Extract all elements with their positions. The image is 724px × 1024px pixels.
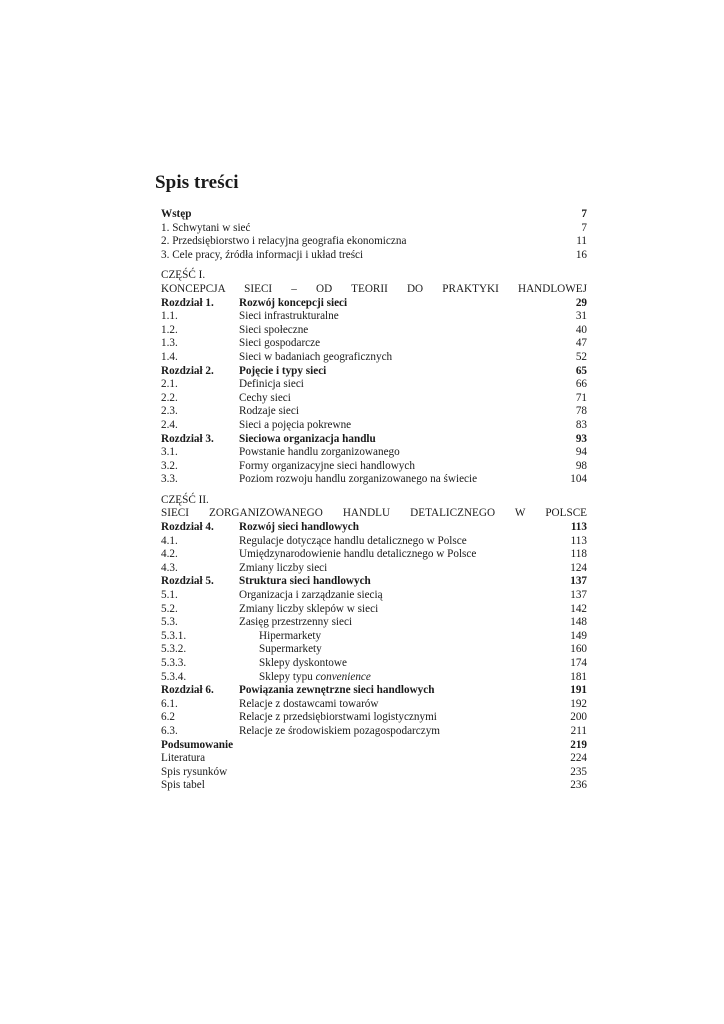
toc-entry-page: 71 [575, 391, 587, 404]
toc-chapter [161, 575, 587, 589]
toc-entry-number: 5.3. [161, 616, 178, 629]
toc-entry-title: Sieci społeczne [239, 323, 309, 336]
toc-entry-title: Sieci gospodarcze [239, 337, 321, 350]
toc-entry-number: 6.2 [161, 711, 175, 724]
toc-chapter [161, 684, 587, 698]
toc-entry-title: Podsumowanie [161, 738, 234, 751]
toc-section [161, 589, 587, 603]
toc-entry-page: 148 [570, 616, 587, 629]
toc-entry-title: Spis tabel [161, 779, 205, 792]
part-label: CZĘŚĆ II. [161, 493, 209, 506]
toc-entry-page: 11 [576, 235, 587, 248]
toc-entry-title: Formy organizacyjne sieci handlowych [239, 459, 415, 472]
toc-section [161, 548, 587, 562]
toc-entry-title: Literatura [161, 752, 206, 765]
toc-entry-page: 137 [570, 589, 587, 602]
part-heading: SIECI ZORGANIZOWANEGO HANDLU DETALICZNEGO W POLSCE [161, 507, 587, 520]
toc-chapter [161, 365, 587, 379]
toc-entry-number: 2.4. [161, 418, 178, 431]
toc-entry-number: 1.1. [161, 310, 178, 323]
toc-entry-title: Rozwój koncepcji sieci [239, 296, 348, 309]
toc-entry-number: 5.3.1. [161, 629, 187, 642]
toc-entry-page: 211 [570, 724, 587, 737]
toc-entry-title: Relacje z dostawcami towarów [239, 697, 379, 710]
toc-entry-title: Definicja sieci [239, 378, 304, 391]
toc-entry-page: 118 [570, 548, 587, 561]
toc-entry-page: 65 [575, 364, 587, 377]
toc-entry-page: 66 [575, 378, 587, 391]
toc-entry-number: 3.1. [161, 446, 178, 459]
toc-entry-page: 200 [570, 711, 587, 724]
toc-entry-page: 191 [570, 684, 587, 697]
toc-entry-title: Rodzaje sieci [239, 405, 299, 418]
toc-entry-page: 7 [581, 221, 587, 234]
toc-section [161, 643, 587, 657]
toc-entry-number: 4.2. [161, 548, 178, 561]
toc-entry [161, 249, 587, 263]
toc-entry-page: 104 [570, 473, 587, 486]
toc-entry-title: Organizacja i zarządzanie siecią [239, 589, 383, 602]
toc-entry-page: 192 [570, 697, 587, 710]
toc-entry-title: Relacje ze środowiskiem pozagospodarczym [239, 724, 440, 737]
toc-section [161, 535, 587, 549]
toc-chapter [161, 297, 587, 311]
toc-section [161, 603, 587, 617]
toc-entry-title: Zmiany liczby sieci [239, 561, 328, 574]
toc-entry-title: Regulacje dotyczące handlu detalicznego w Polsce [239, 534, 467, 547]
toc-entry-number: Rozdział 4. [161, 521, 214, 534]
toc-entry-number: 3.3. [161, 473, 178, 486]
page-title: Spis treści [155, 172, 239, 193]
toc-part-2 [161, 494, 587, 739]
toc-entry-title: Rozwój sieci handlowych [239, 521, 359, 534]
toc-entry-number: Rozdział 5. [161, 575, 214, 588]
toc-entry-page: 31 [575, 310, 587, 323]
toc-entry-number: 6.1. [161, 697, 178, 710]
toc-entry [161, 222, 587, 236]
toc-entry-title: Spis rysunków [161, 765, 228, 778]
toc-entry [161, 208, 587, 222]
toc-entry-number: Rozdział 3. [161, 432, 214, 445]
toc-entry-number: 3.2. [161, 459, 178, 472]
toc-entry-number: 2.2. [161, 391, 178, 404]
toc-entry-page: 83 [575, 418, 587, 431]
toc-entry-title: 1. Schwytani w sieć [161, 221, 251, 234]
toc-entry-page: 174 [570, 657, 587, 669]
toc-entry-number: Rozdział 1. [161, 296, 214, 309]
toc-section [161, 446, 587, 460]
toc-entry-number: 4.3. [161, 561, 178, 574]
toc-entry-number: 6.3. [161, 724, 178, 737]
toc-entry-title: Umiędzynarodowienie handlu detalicznego w Polsce [239, 548, 477, 561]
toc-section [161, 562, 587, 576]
toc-entry [161, 779, 587, 793]
toc-entry [161, 235, 587, 249]
toc-entry-title: Powstanie handlu zorganizowanego [239, 446, 400, 459]
toc-entry-number: 5.2. [161, 602, 178, 615]
toc-entry-page: 181 [570, 670, 587, 683]
toc-entry-page: 94 [575, 446, 587, 459]
toc-entry-page: 93 [575, 432, 587, 445]
toc-entry-page: 47 [575, 337, 587, 350]
toc-section [161, 711, 587, 725]
table-of-contents [161, 208, 587, 793]
toc-entry [161, 752, 587, 766]
toc-end [161, 739, 587, 793]
toc-entry-page: 142 [570, 602, 587, 615]
toc-entry-page: 98 [575, 459, 587, 472]
toc-section [161, 473, 587, 487]
toc-entry-number: 1.3. [161, 337, 178, 350]
toc-entry-title-italic: convenience [315, 670, 371, 683]
toc-chapter [161, 521, 587, 535]
toc-section [161, 698, 587, 712]
toc-entry [161, 766, 587, 780]
toc-entry-number: 5.3.2. [161, 643, 187, 656]
toc-entry-number: 4.1. [161, 534, 178, 547]
toc-entry-title: Wstęp [161, 208, 192, 220]
toc-section [161, 405, 587, 419]
toc-entry-title: Supermarkety [259, 643, 322, 656]
toc-entry-page: 113 [570, 534, 587, 547]
toc-entry-page: 78 [575, 405, 587, 418]
toc-section [161, 630, 587, 644]
toc-section [161, 310, 587, 324]
toc-entry-page: 137 [570, 575, 587, 588]
toc-entry-title: Sieci infrastrukturalne [239, 310, 339, 323]
toc-entry-number: 1.2. [161, 323, 178, 336]
toc-entry-page: 7 [581, 208, 587, 220]
toc-entry-title: Relacje z przedsiębiorstwami logistycznymi [239, 711, 437, 724]
toc-section [161, 351, 587, 365]
toc-entry-number: 5.1. [161, 589, 178, 602]
toc-section [161, 460, 587, 474]
toc-entry-page: 160 [570, 643, 587, 656]
toc-entry-title: 3. Cele pracy, źródła informacji i układ treści [161, 248, 364, 261]
toc-entry-title: Powiązania zewnętrzne sieci handlowych [239, 684, 435, 697]
toc-chapter [161, 433, 587, 447]
toc-section [161, 419, 587, 433]
toc-entry-page: 224 [570, 752, 587, 765]
toc-entry-page: 219 [570, 738, 587, 751]
toc-entry-title: Sieci w badaniach geograficznych [239, 350, 393, 363]
toc-section [161, 725, 587, 739]
toc-entry-title: Zmiany liczby sklepów w sieci [239, 602, 379, 615]
toc-section [161, 378, 587, 392]
toc-entry-title: Sieciowa organizacja handlu [239, 432, 376, 445]
toc-entry-number: 2.1. [161, 378, 178, 391]
toc-section [161, 337, 587, 351]
toc-entry-title: Sieci a pojęcia pokrewne [239, 418, 352, 431]
toc-entry-title: Pojęcie i typy sieci [239, 364, 327, 377]
toc-entry-title: 2. Przedsiębiorstwo i relacyjna geografia ekonomiczna [161, 235, 407, 248]
toc-entry-page: 16 [575, 248, 587, 261]
toc-entry-page: 235 [570, 765, 587, 778]
part-heading: KONCEPCJA SIECI – OD TEORII DO PRAKTYKI HANDLOWEJ [161, 282, 587, 295]
toc-entry-page: 40 [575, 323, 587, 336]
toc-entry-page: 149 [570, 629, 587, 642]
toc-entry-title: Poziom rozwoju handlu zorganizowanego na świecie [239, 473, 478, 486]
toc-entry-title: Struktura sieci handlowych [239, 575, 371, 588]
toc-entry-number: 5.3.4. [161, 670, 187, 683]
toc-entry-title: Zasięg przestrzenny sieci [239, 616, 353, 629]
toc-section [161, 392, 587, 406]
toc-entry-page: 124 [570, 561, 587, 574]
toc-entry-title: Hipermarkety [259, 629, 322, 642]
toc-section [161, 671, 587, 685]
part-label: CZĘŚĆ I. [161, 269, 206, 282]
toc-entry-number: Rozdział 2. [161, 364, 214, 377]
toc-entry [161, 739, 587, 753]
toc-entry-page: 236 [570, 779, 587, 792]
toc-section [161, 616, 587, 630]
toc-entry-title: Sklepy typu convenience [259, 670, 371, 683]
toc-part-1 [161, 269, 587, 487]
toc-entry-page: 113 [570, 521, 587, 534]
toc-intro [161, 208, 587, 262]
toc-section [161, 657, 587, 671]
toc-entry-title: Sklepy dyskontowe [259, 657, 347, 669]
toc-entry-number: Rozdział 6. [161, 684, 214, 697]
toc-entry-number: 1.4. [161, 350, 178, 363]
toc-entry-title: Cechy sieci [239, 391, 291, 404]
toc-entry-number: 2.3. [161, 405, 178, 418]
toc-entry-number: 5.3.3. [161, 657, 187, 669]
toc-section [161, 324, 587, 338]
toc-entry-page: 29 [575, 296, 587, 309]
toc-entry-page: 52 [575, 350, 587, 363]
